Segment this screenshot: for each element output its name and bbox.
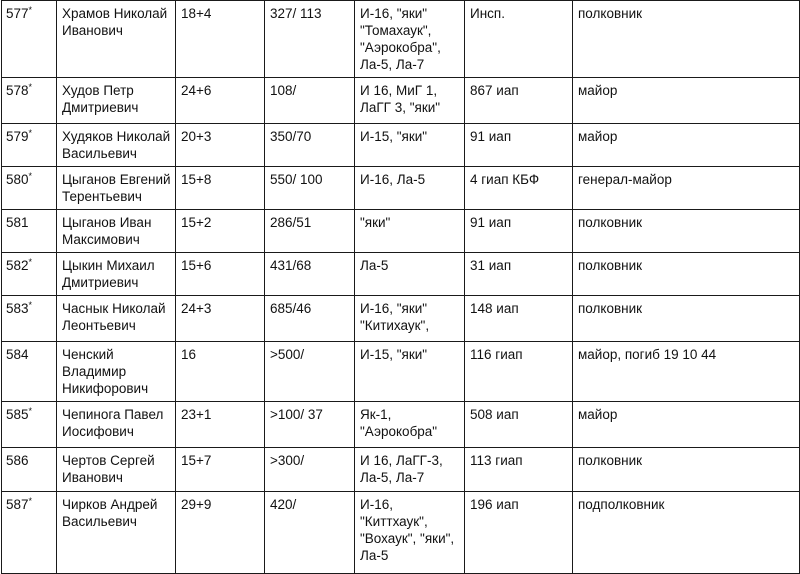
cell-number-text: 583 xyxy=(6,301,29,316)
cell-unit-text: 113 гиап xyxy=(470,453,523,468)
cell-name-text: Храмов Николай Иванович xyxy=(62,6,168,38)
cell-aircraft xyxy=(355,1,465,78)
cell-unit-text: 31 иап xyxy=(470,258,512,273)
cell-name-text: Цыкин Михаил Дмитриевич xyxy=(62,258,155,290)
cell-victories-text: 15+6 xyxy=(181,258,212,273)
cell-number-text: 586 xyxy=(6,453,29,468)
table-row xyxy=(2,253,800,296)
asterisk-mark: * xyxy=(28,496,33,506)
cell-victories-text: 16 xyxy=(181,347,197,362)
cell-number xyxy=(2,124,57,167)
cell-sorties-text: 286/51 xyxy=(270,215,312,230)
cell-aircraft-text: Як-1, "Аэрокобра" xyxy=(360,407,438,439)
asterisk-mark: * xyxy=(28,257,33,267)
cell-aircraft-text: "яки" xyxy=(360,215,391,230)
cell-aircraft-text: И-16, "яки" "Китихаук", xyxy=(360,301,430,333)
cell-victories xyxy=(176,253,265,296)
cell-sorties-text: 685/46 xyxy=(270,301,312,316)
cell-sorties xyxy=(265,167,355,210)
cell-name xyxy=(57,124,176,167)
cell-name-text: Худов Петр Дмитриевич xyxy=(62,83,139,115)
table-row xyxy=(2,78,800,124)
table-row xyxy=(2,296,800,342)
cell-victories-text: 15+2 xyxy=(181,215,212,230)
cell-number xyxy=(2,1,57,78)
cell-unit-text: 91 иап xyxy=(470,215,512,230)
cell-number xyxy=(2,342,57,402)
cell-rank xyxy=(573,210,800,253)
cell-unit xyxy=(465,1,573,78)
cell-name-text: Чертов Сергей Иванович xyxy=(62,453,155,485)
cell-number-text: 579 xyxy=(6,129,29,144)
cell-rank-text: подполковник xyxy=(578,497,665,512)
cell-sorties xyxy=(265,253,355,296)
cell-aircraft-text: Ла-5 xyxy=(360,258,389,273)
cell-number xyxy=(2,167,57,210)
cell-sorties xyxy=(265,1,355,78)
cell-number-text: 585 xyxy=(6,407,29,422)
cell-victories xyxy=(176,402,265,448)
cell-sorties-text: 420/ xyxy=(270,497,297,512)
cell-name xyxy=(57,78,176,124)
cell-rank-text: полковник xyxy=(578,453,643,468)
table-row xyxy=(2,124,800,167)
asterisk-mark: * xyxy=(28,406,33,416)
cell-sorties xyxy=(265,124,355,167)
cell-number-text: 580 xyxy=(6,172,29,187)
cell-aircraft xyxy=(355,296,465,342)
cell-rank xyxy=(573,167,800,210)
cell-sorties xyxy=(265,342,355,402)
cell-sorties-text: >100/ 37 xyxy=(270,407,323,422)
cell-number xyxy=(2,253,57,296)
cell-victories-text: 24+3 xyxy=(181,301,212,316)
cell-name-text: Чепинога Павел Иосифович xyxy=(62,407,164,439)
asterisk-mark: * xyxy=(28,5,33,15)
cell-sorties xyxy=(265,210,355,253)
cell-unit-text: 508 иап xyxy=(470,407,519,422)
cell-rank xyxy=(573,342,800,402)
cell-number-text: 587 xyxy=(6,497,29,512)
cell-rank-text: майор xyxy=(578,129,618,144)
cell-number xyxy=(2,78,57,124)
cell-rank-text: полковник xyxy=(578,6,643,21)
cell-sorties-text: 108/ xyxy=(270,83,297,98)
cell-victories-text: 29+9 xyxy=(181,497,212,512)
cell-sorties-text: >300/ xyxy=(270,453,305,468)
cell-rank xyxy=(573,253,800,296)
cell-victories xyxy=(176,124,265,167)
table-row xyxy=(2,210,800,253)
cell-number xyxy=(2,296,57,342)
cell-victories xyxy=(176,78,265,124)
cell-sorties xyxy=(265,296,355,342)
cell-victories-text: 20+3 xyxy=(181,129,212,144)
asterisk-mark: * xyxy=(28,300,33,310)
cell-unit xyxy=(465,492,573,574)
cell-number-text: 578 xyxy=(6,83,29,98)
cell-number xyxy=(2,402,57,448)
table-row xyxy=(2,167,800,210)
cell-name-text: Часнык Николай Леонтьевич xyxy=(62,301,166,333)
cell-rank-text: полковник xyxy=(578,301,643,316)
cell-unit xyxy=(465,78,573,124)
cell-aircraft-text: И-16, Ла-5 xyxy=(360,172,426,187)
cell-unit xyxy=(465,342,573,402)
cell-aircraft-text: И-15, "яки" xyxy=(360,347,428,362)
cell-victories-text: 15+7 xyxy=(181,453,212,468)
cell-rank-text: полковник xyxy=(578,258,643,273)
cell-aircraft xyxy=(355,124,465,167)
cell-aircraft xyxy=(355,342,465,402)
cell-rank xyxy=(573,402,800,448)
cell-name-text: Чирков Андрей Васильевич xyxy=(62,497,158,529)
cell-victories xyxy=(176,167,265,210)
aces-table xyxy=(1,0,800,574)
cell-name xyxy=(57,296,176,342)
cell-rank-text: майор, погиб 19 10 44 xyxy=(578,347,717,362)
table-row xyxy=(2,1,800,78)
cell-unit xyxy=(465,448,573,492)
cell-victories-text: 18+4 xyxy=(181,6,212,21)
cell-aircraft xyxy=(355,78,465,124)
cell-name xyxy=(57,342,176,402)
cell-unit xyxy=(465,253,573,296)
cell-aircraft-text: И-16, "яки" "Томахаук", "Аэрокобра", Ла-5, Ла-7 xyxy=(360,6,441,72)
cell-sorties-text: 550/ 100 xyxy=(270,172,323,187)
cell-number xyxy=(2,492,57,574)
cell-name xyxy=(57,448,176,492)
cell-rank xyxy=(573,492,800,574)
cell-victories xyxy=(176,1,265,78)
cell-victories xyxy=(176,210,265,253)
cell-name xyxy=(57,492,176,574)
cell-aircraft xyxy=(355,253,465,296)
cell-aircraft xyxy=(355,210,465,253)
cell-unit xyxy=(465,296,573,342)
cell-name xyxy=(57,1,176,78)
cell-aircraft xyxy=(355,492,465,574)
cell-sorties xyxy=(265,492,355,574)
cell-rank xyxy=(573,296,800,342)
cell-number xyxy=(2,448,57,492)
asterisk-mark: * xyxy=(28,171,33,181)
cell-rank xyxy=(573,78,800,124)
cell-victories-text: 15+8 xyxy=(181,172,212,187)
cell-number xyxy=(2,210,57,253)
cell-victories xyxy=(176,296,265,342)
cell-rank xyxy=(573,124,800,167)
cell-aircraft-text: И 16, МиГ 1, ЛаГГ 3, "яки" xyxy=(360,83,441,115)
cell-aircraft-text: И 16, ЛаГГ-3, Ла-5, Ла-7 xyxy=(360,453,443,485)
cell-rank xyxy=(573,448,800,492)
cell-name xyxy=(57,402,176,448)
cell-unit xyxy=(465,210,573,253)
cell-victories-text: 24+6 xyxy=(181,83,212,98)
cell-sorties xyxy=(265,448,355,492)
cell-unit xyxy=(465,124,573,167)
cell-number-text: 582 xyxy=(6,258,29,273)
cell-rank-text: майор xyxy=(578,83,618,98)
cell-victories xyxy=(176,492,265,574)
cell-name-text: Цыганов Иван Максимович xyxy=(62,215,152,247)
cell-number-text: 584 xyxy=(6,347,29,362)
cell-unit-text: 91 иап xyxy=(470,129,512,144)
cell-victories xyxy=(176,342,265,402)
cell-aircraft xyxy=(355,448,465,492)
cell-unit-text: 148 иап xyxy=(470,301,519,316)
cell-aircraft-text: И-15, "яки" xyxy=(360,129,428,144)
cell-sorties xyxy=(265,402,355,448)
table-row xyxy=(2,402,800,448)
cell-unit-text: 867 иап xyxy=(470,83,519,98)
cell-unit-text: Инсп. xyxy=(470,6,505,21)
cell-rank-text: полковник xyxy=(578,215,643,230)
cell-unit-text: 4 гиап КБФ xyxy=(470,172,540,187)
cell-unit xyxy=(465,167,573,210)
cell-name-text: Ченский Владимир Никифорович xyxy=(62,347,149,396)
table-row xyxy=(2,448,800,492)
table-row xyxy=(2,492,800,574)
cell-rank-text: майор xyxy=(578,407,618,422)
cell-victories-text: 23+1 xyxy=(181,407,212,422)
cell-aircraft xyxy=(355,402,465,448)
cell-sorties-text: 327/ 113 xyxy=(270,6,322,21)
cell-unit-text: 196 иап xyxy=(470,497,519,512)
cell-victories xyxy=(176,448,265,492)
cell-sorties-text: >500/ xyxy=(270,347,305,362)
asterisk-mark: * xyxy=(28,82,33,92)
cell-unit xyxy=(465,402,573,448)
cell-rank-text: генерал-майор xyxy=(578,172,672,187)
cell-unit-text: 116 гиап xyxy=(470,347,523,362)
cell-aircraft xyxy=(355,167,465,210)
asterisk-mark: * xyxy=(28,128,33,138)
cell-name-text: Худяков Николай Васильевич xyxy=(62,129,171,161)
table-body xyxy=(2,1,800,574)
cell-sorties-text: 431/68 xyxy=(270,258,312,273)
cell-name xyxy=(57,167,176,210)
cell-rank xyxy=(573,1,800,78)
cell-name xyxy=(57,210,176,253)
cell-name xyxy=(57,253,176,296)
table-row xyxy=(2,342,800,402)
cell-name-text: Цыганов Евгений Терентьевич xyxy=(62,172,171,204)
cell-sorties-text: 350/70 xyxy=(270,129,312,144)
cell-number-text: 577 xyxy=(6,6,29,21)
cell-sorties xyxy=(265,78,355,124)
cell-aircraft-text: И-16, "Киттхаук", "Вохаук", "яки", Ла-5 xyxy=(360,497,455,563)
cell-number-text: 581 xyxy=(6,215,29,230)
